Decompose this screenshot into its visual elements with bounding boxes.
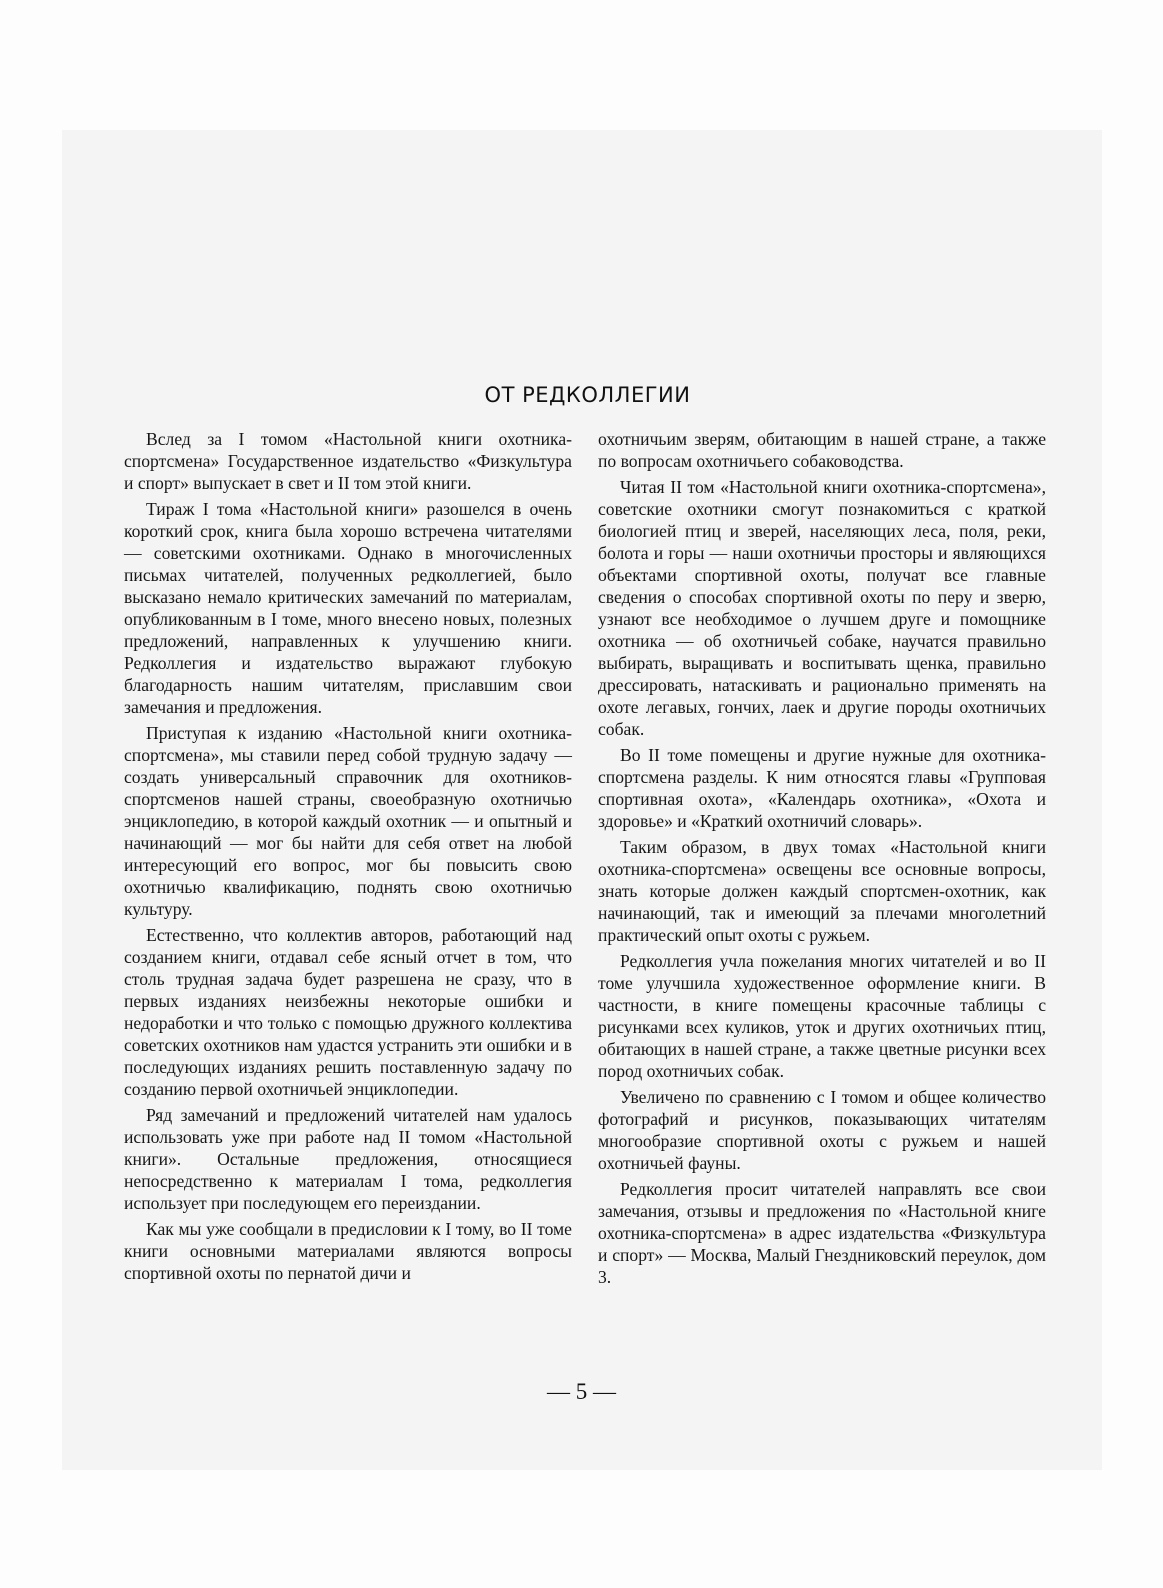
paragraph: Таким образом, в двух томах «Настольной книги охотника-спортсмена» освещены все основные вопросы, знать которые должен каждый спортсмен-охотник, как начинающий, так и имеющий за плечами многолетний практический опыт охоты с ружьем.: [598, 837, 1046, 945]
paragraph: Естественно, что коллектив авторов, работающий над созданием книги, отдавал себе ясный отчет в том, что столь трудная задача будет разрешена не сразу, что в первых изданиях неизбежны некоторые ошибки и недоработки и что только с помощью дружного коллектива советских охотников нам удастся устранить эти ошибки и в последующих изданиях решить поставленную задачу по созданию первой охотничьей энциклопедии.: [124, 925, 572, 1099]
page-title: ОТ РЕДКОЛЛЕГИИ: [484, 383, 691, 407]
paragraph: Вслед за I томом «Настольной книги охотника-спортсмена» Государственное издательство «Физкультура и спорт» выпускает в свет и II том этой книги.: [124, 429, 572, 493]
paragraph: Ряд замечаний и предложений читателей нам удалось использовать уже при работе над II томом «Настольной книги». Остальные предложения, относящиеся непосредственно к материалам I тома, редколлегия использует при последующем его переиздании.: [124, 1105, 572, 1213]
paragraph: Как мы уже сообщали в предисловии к I тому, во II томе книги основными материалами являются вопросы спортивной охоты по пернатой дичи и: [124, 1219, 572, 1283]
paragraph: Редколлегия учла пожелания многих читателей и во II томе улучшила художественное оформление книги. В частности, в книге помещены красочные таблицы с рисунками всех куликов, уток и других охотничьих птиц, обитающих в нашей стране, а также цветные рисунки всех пород охотничьих собак.: [598, 951, 1046, 1081]
left-column: [124, 428, 572, 1292]
paragraph: Приступая к изданию «Настольной книги охотника-спортсмена», мы ставили перед собой трудную задачу — создать универсальный справочник для охотников-спортсменов нашей страны, своеобразную охотничью энциклопедию, в которой каждый охотник — и опытный и начинающий — мог бы найти для себя ответ на любой интересующий его вопрос, мог бы повысить свою охотничью квалификацию, поднять свою охотничью культуру.: [124, 723, 572, 919]
paragraph: Во II томе помещены и другие нужные для охотника-спортсмена разделы. К ним относятся главы «Групповая спортивная охота», «Календарь охотника», «Охота и здоровье» и «Краткий охотничий словарь».: [598, 745, 1046, 831]
paragraph: Читая II том «Настольной книги охотника-спортсмена», советские охотники смогут познакомиться с краткой биологией птиц и зверей, населяющих леса, поля, реки, болота и горы — наши охотничьи просторы и являющихся объектами спортивной охоты, получат все главные сведения о способах спортивной охоты по перу и зверю, узнают все необходимое о лучшем друге и помощнике охотника — об охотничьей собаке, научатся правильно выбирать, выращивать и воспитывать щенка, правильно дрессировать, натаскивать и рационально применять на охоте легавых, гончих, лаек и другие породы охотничьих собак.: [598, 477, 1046, 739]
paragraph-continuation: охотничьим зверям, обитающим в нашей стране, а также по вопросам охотничьего собаководства.: [598, 429, 1046, 471]
paragraph: Тираж I тома «Настольной книги» разошелся в очень короткий срок, книга была хорошо встречена читателями — советскими охотниками. Однако в многочисленных письмах читателей, полученных редколлегией, было высказано немало критических замечаний по материалам, опубликованным в I томе, много внесено новых, полезных предложений, направленных к улучшению книги. Редколлегия и издательство выражают глубокую благодарность нашим читателям, приславшим свои замечания и предложения.: [124, 499, 572, 717]
paragraph: Увеличено по сравнению с I томом и общее количество фотографий и рисунков, показывающих читателям многообразие спортивной охоты с ружьем и нашей охотничьей фауны.: [598, 1087, 1046, 1173]
right-column: [598, 428, 1046, 1292]
text-columns: [124, 428, 1046, 1292]
paragraph: Редколлегия просит читателей направлять все свои замечания, отзывы и предложения по «Настольной книге охотника-спортсмена» в адрес издательства «Физкультура и спорт» — Москва, Малый Гнездниковский переулок, дом 3.: [598, 1179, 1046, 1287]
page-number: — 5 —: [547, 1379, 616, 1404]
